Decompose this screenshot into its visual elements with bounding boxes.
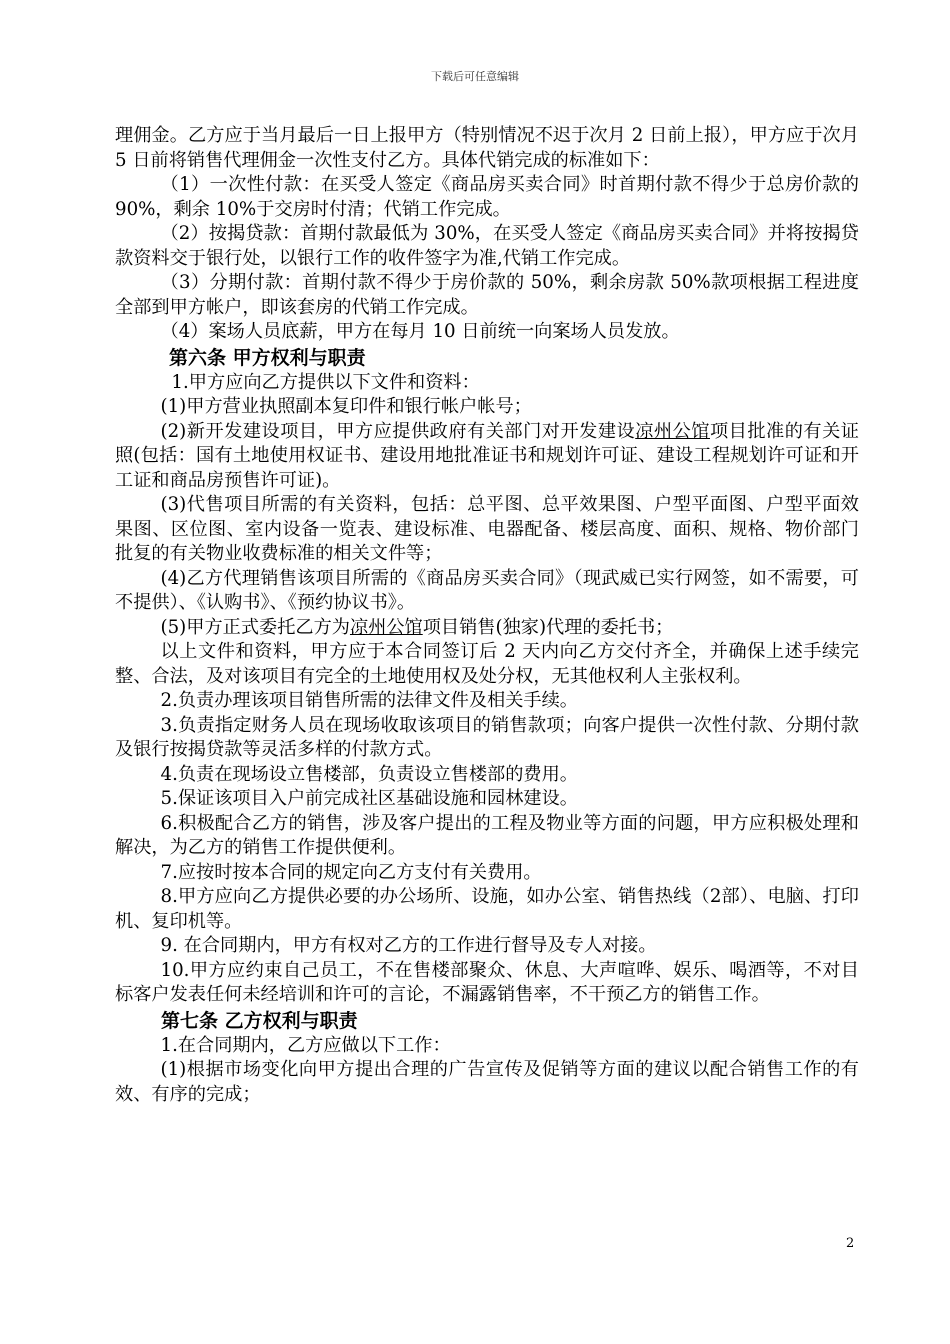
text-span: (5)甲方正式委托乙方为 — [160, 616, 350, 638]
paragraph — [115, 616, 859, 641]
paragraph: 10.甲方应约束自己员工，不在售楼部聚众、休息、大声喧哗、娱乐、喝酒等，不对目标客户发表任何未经培训和许可的言论，不漏露销售率，不干预乙方的销售工作。 — [115, 959, 859, 1005]
paragraph: (4)乙方代理销售该项目所需的《商品房买卖合同》（现武威已实行网签，如不需要，可不提供）、《认购书》、《预约协议书》。 — [115, 567, 859, 613]
page-number: 2 — [846, 1236, 855, 1251]
paragraph: 7.应按时按本合同的规定向乙方支付有关费用。 — [160, 861, 542, 883]
paragraph: 5.保证该项目入户前完成社区基础设施和园林建设。 — [160, 788, 578, 809]
underlined-project-name: 凉州公馆 — [635, 420, 710, 442]
document-body — [115, 124, 859, 1107]
paragraph: (3)代售项目所需的有关资料，包括：总平图、总平效果图、户型平面图、户型平面效果图、区位图、室内设备一览表、建设标准、电器配备、楼层高度、面积、规格、物价部门批复的有关物业收费标准的相关文件等； — [115, 494, 859, 564]
paragraph: 2.负责办理该项目销售所需的法律文件及相关手续。 — [160, 690, 578, 711]
text-span: (2)新开发建设项目，甲方应提供政府有关部门对开发建设 — [160, 420, 636, 442]
paragraph: 3.负责指定财务人员在现场收取该项目的销售款项；向客户提供一次性付款、分期付款及银行按揭贷款等灵活多样的付款方式。 — [115, 714, 859, 760]
paragraph: 4.负责在现场设立售楼部，负责设立售楼部的费用。 — [160, 763, 578, 785]
paragraph: (1)根据市场变化向甲方提出合理的广告宣传及促销等方面的建议以配合销售工作的有效、有序的完成； — [115, 1059, 859, 1105]
paragraph: 6.积极配合乙方的销售，涉及客户提出的工程及物业等方面的问题，甲方应积极处理和解决，为乙方的销售工作提供便利。 — [115, 812, 859, 858]
page-header-note: 下载后可任意编辑 — [431, 70, 519, 83]
paragraph: 9. 在合同期内，甲方有权对乙方的工作进行督导及专人对接。 — [160, 935, 657, 956]
paragraph: （2）按揭贷款：首期付款最低为 30%，在买受人签定《商品房买卖合同》并将按揭贷款资料交于银行处，以银行工作的收件签字为准,代销工作完成。 — [115, 223, 859, 269]
underlined-project-name: 凉州公馆 — [349, 616, 423, 638]
paragraph — [115, 420, 859, 494]
section-heading: 第六条 甲方权利与职责 — [169, 346, 366, 369]
paragraph: （1）一次性付款：在买受人签定《商品房买卖合同》时首期付款不得少于总房价款的 90%，剩余 10%于交房时付清；代销工作完成。 — [115, 174, 859, 220]
paragraph: 1.在合同期内，乙方应做以下工作： — [160, 1034, 451, 1056]
paragraph: （3）分期付款：首期付款不得少于房价款的 50%，剩余房款 50%款项根据工程进度全部到甲方帐户，即该套房的代销工作完成。 — [115, 272, 859, 318]
paragraph: 理佣金。乙方应于当月最后一日上报甲方（特别情况不迟于次月 2 日前上报），甲方应于次月 5 日前将销售代理佣金一次性支付乙方。具体代销完成的标准如下： — [115, 125, 859, 171]
text-span: 项目批准的有关证照(包括：国有土地使用权证书、建设用地批准证书和规划许可证、建设工程规划许可证和开工证和商品房预售许可证)。 — [115, 420, 859, 491]
paragraph: 1.甲方应向乙方提供以下文件和资料： — [171, 371, 480, 393]
text-span: 项目销售(独家)代理的委托书； — [422, 616, 674, 638]
paragraph: (1)甲方营业执照副本复印件和银行帐户帐号； — [160, 396, 532, 417]
section-heading: 第七条 乙方权利与职责 — [161, 1009, 358, 1032]
paragraph: 以上文件和资料，甲方应于本合同签订后 2 天内向乙方交付齐全，并确保上述手续完整、合法，及对该项目有完全的土地使用权及处分权，无其他权利人主张权利。 — [115, 641, 859, 687]
paragraph: （4）案场人员底薪，甲方在每月 10 日前统一向案场人员发放。 — [160, 321, 680, 342]
paragraph: 8.甲方应向乙方提供必要的办公场所、设施，如办公室、销售热线（2部）、电脑、打印机、复印机等。 — [115, 886, 859, 932]
